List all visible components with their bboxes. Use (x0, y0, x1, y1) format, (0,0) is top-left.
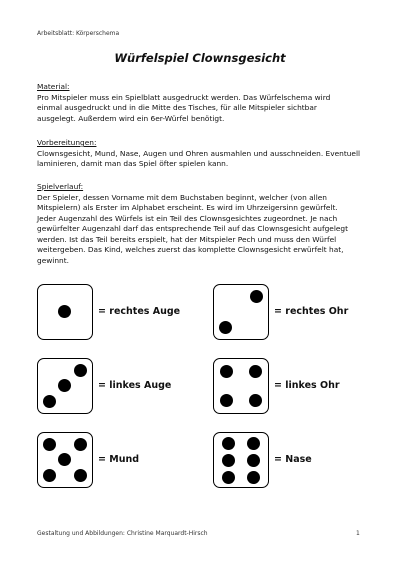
material-line: Pro Mitspieler muss ein Spielblatt ausgedruckt werden. Das Würfelschema wird (37, 92, 331, 102)
worksheet-header: Arbeitsblatt: Körperschema (37, 30, 120, 37)
die-pip (43, 469, 56, 482)
die-pip (247, 437, 260, 450)
dice-row-2 (0, 358, 400, 418)
preparation-section (37, 138, 367, 170)
die-five-label: = Mund (98, 454, 140, 465)
die-pip (220, 394, 233, 407)
die-pip (58, 453, 71, 466)
material-heading: Material: (37, 82, 70, 91)
gameplay-line: Der Spieler, dessen Vorname mit dem Buchstaben beginnt, welcher (von allen (37, 192, 327, 202)
die-pip (74, 364, 87, 377)
die-six (213, 432, 269, 488)
gameplay-line: Mitspielern) als Erster im Alphabet erscheint. Es wird im Uhrzeigersinn gewürfelt. (37, 203, 338, 212)
die-pip (222, 437, 235, 450)
die-pip (43, 438, 56, 451)
die-six-label: = Nase (274, 454, 312, 465)
die-pip (249, 365, 262, 378)
gameplay-section (37, 182, 367, 266)
footer-credit: Gestaltung und Abbildungen: Christine Marquardt-Hirsch (37, 530, 208, 537)
dice-row-1 (0, 284, 400, 344)
die-four-label: = linkes Ohr (274, 380, 340, 391)
dice-row-3 (0, 432, 400, 492)
material-line: ausgelegt. Außerdem wird ein 6er-Würfel benötigt. (37, 113, 225, 123)
die-pip (247, 471, 260, 484)
gameplay-line: gewürfelter Augenzahl darf das entsprechende Teil auf das Clownsgesicht aufgelegt (37, 224, 349, 233)
die-pip (222, 471, 235, 484)
die-three-label: = linkes Auge (98, 380, 172, 391)
die-pip (247, 454, 260, 467)
die-four (213, 358, 269, 414)
page-number: 1 (356, 530, 360, 537)
die-pip (219, 321, 232, 334)
gameplay-line: werden. Ist das Teil bereits erspielt, hat der Mitspieler Pech und muss den Würfel (37, 234, 337, 244)
page-title: Würfelspiel Clownsgesicht (114, 51, 286, 65)
preparation-line: Clownsgesicht, Mund, Nase, Augen und Ohren ausmahlen und ausschneiden. Eventuell (37, 148, 361, 158)
gameplay-line: weitergeben. Das Kind, welches zuerst das komplette Clownsgesicht erwürfelt hat, (37, 245, 344, 254)
die-two-label: = rechtes Ohr (274, 306, 349, 317)
material-line: einmal ausgedruckt und in die Mitte des Tisches, für alle Mitspieler sichtbar (37, 103, 317, 112)
die-pip (58, 305, 71, 318)
die-pip (74, 469, 87, 482)
die-pip (43, 395, 56, 408)
gameplay-line: gewinnt. (37, 255, 69, 265)
die-five (37, 432, 93, 488)
preparation-heading: Vorbereitungen: (37, 138, 97, 147)
gameplay-heading: Spielverlauf: (37, 182, 84, 191)
die-one-label: = rechtes Auge (98, 306, 181, 317)
gameplay-line: Jeder Augenzahl des Würfels ist ein Teil des Clownsgesichtes zugeordnet. Je nach (37, 213, 338, 223)
die-pip (58, 379, 71, 392)
die-pip (74, 438, 87, 451)
die-three (37, 358, 93, 414)
material-section (37, 82, 367, 124)
die-pip (222, 454, 235, 467)
die-two (213, 284, 269, 340)
die-pip (220, 365, 233, 378)
die-pip (249, 394, 262, 407)
die-pip (250, 290, 263, 303)
die-one (37, 284, 93, 340)
preparation-line: laminieren, damit man das Spiel öfter spielen kann. (37, 159, 229, 168)
